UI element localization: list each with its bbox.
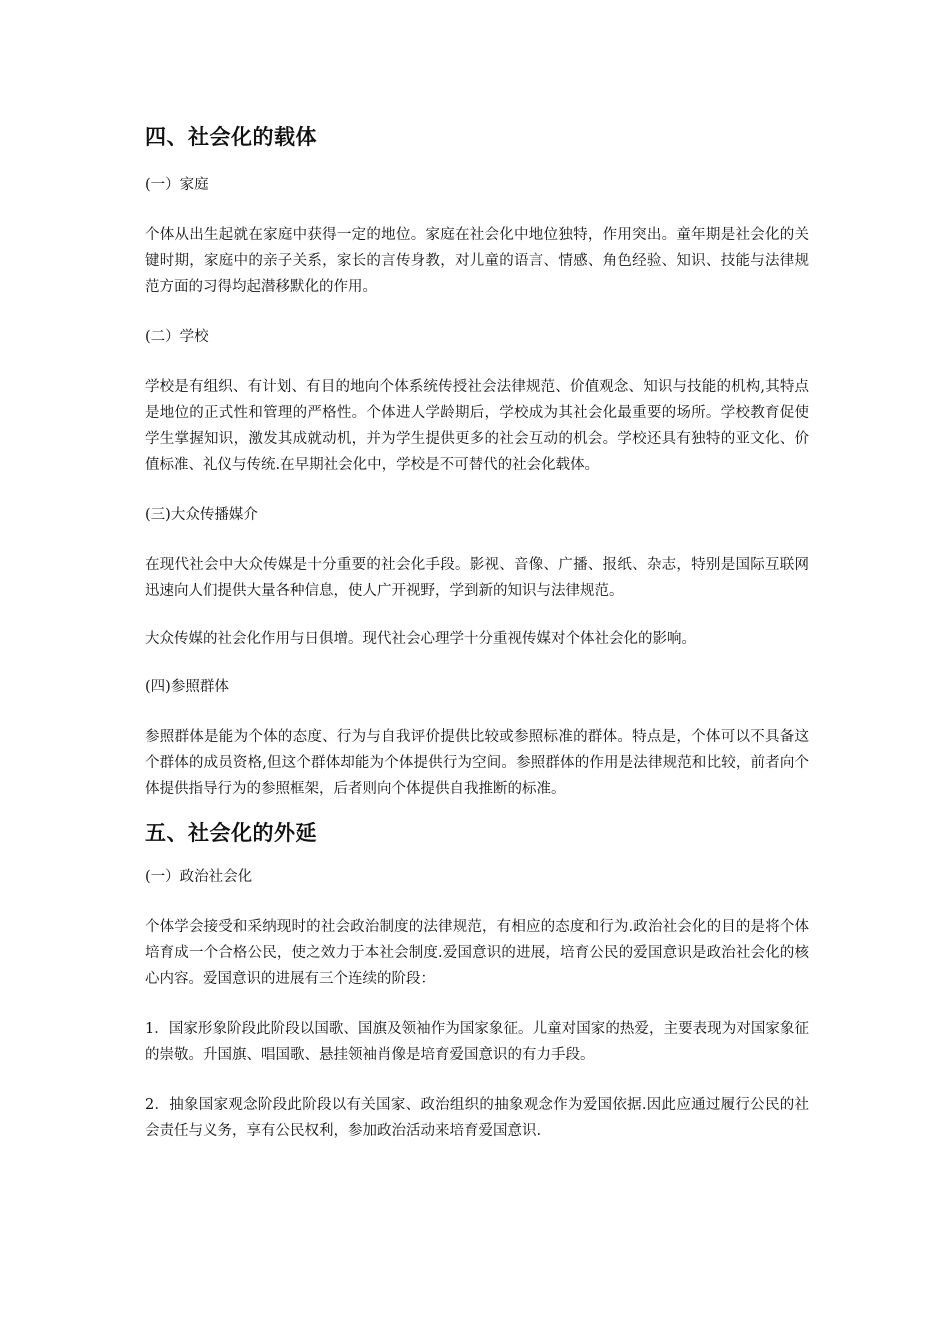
- section-5-heading: 五、社会化的外延: [145, 821, 317, 845]
- subsection-media-title: (三)大众传播媒介: [145, 507, 258, 523]
- stage-2-paragraph: 2．抽象国家观念阶段此阶段以有关国家、政治组织的抽象观念作为爱国依据.因此应通过履行公民的社会责任与义务，享有公民权利，参加政治活动来培育爱国意识.: [145, 1097, 809, 1139]
- subsection-political-title: (一）政治社会化: [145, 869, 253, 885]
- school-paragraph: 学校是有组织、有计划、有目的地向个体系统传授社会法律规范、价值观念、知识与技能的机构,其特点是地位的正式性和管理的严格性。个体进人学龄期后，学校成为其社会化最重要的场所。学校教育促使学生掌握知识，激发其成就动机，并为学生提供更多的社会互动的机会。学校还具有独特的亚文化、价值标准、礼仪与传统.在早期社会化中，学校是不可替代的社会化载体。: [145, 379, 809, 473]
- document-page: [145, 120, 809, 1144]
- political-paragraph: 个体学会接受和采纳现时的社会政治制度的法律规范，有相应的态度和行为.政治社会化的目的是将个体培育成一个合格公民，使之效力于本社会制度.爱国意识的进展，培育公民的爱国意识是政治社会化的核心内容。爱国意识的进展有三个连续的阶段：: [145, 919, 809, 987]
- subsection-reference-title: (四)参照群体: [145, 679, 229, 695]
- subsection-family-title: (一）家庭: [145, 177, 209, 193]
- subsection-school-title: (二）学校: [145, 329, 209, 345]
- reference-group-paragraph: 参照群体是能为个体的态度、行为与自我评价提供比较或参照标准的群体。特点是，个体可以不具备这个群体的成员资格,但这个群体却能为个体提供行为空间。参照群体的作用是法律规范和比较，前者向个体提供指导行为的参照框架，后者则向个体提供自我推断的标准。: [145, 729, 809, 797]
- media-paragraph-1: 在现代社会中大众传媒是十分重要的社会化手段。影视、音像、广播、报纸、杂志，特别是国际互联网迅速向人们提供大量各种信息，使人广开视野，学到新的知识与法律规范。: [145, 557, 809, 599]
- section-4-heading: 四、社会化的载体: [145, 125, 317, 149]
- stage-1-paragraph: 1．国家形象阶段此阶段以国歌、国旗及领袖作为国家象征。儿童对国家的热爱，主要表现为对国家象征的崇敬。升国旗、唱国歌、悬挂领袖肖像是培育爱国意识的有力手段。: [145, 1021, 809, 1063]
- media-paragraph-2: 大众传媒的社会化作用与日俱增。现代社会心理学十分重视传媒对个体社会化的影响。: [145, 631, 696, 647]
- family-paragraph: 个体从出生起就在家庭中获得一定的地位。家庭在社会化中地位独特，作用突出。童年期是社会化的关键时期，家庭中的亲子关系，家长的言传身教，对儿童的语言、情感、角色经验、知识、技能与法律规范方面的习得均起潜移默化的作用。: [145, 227, 809, 295]
